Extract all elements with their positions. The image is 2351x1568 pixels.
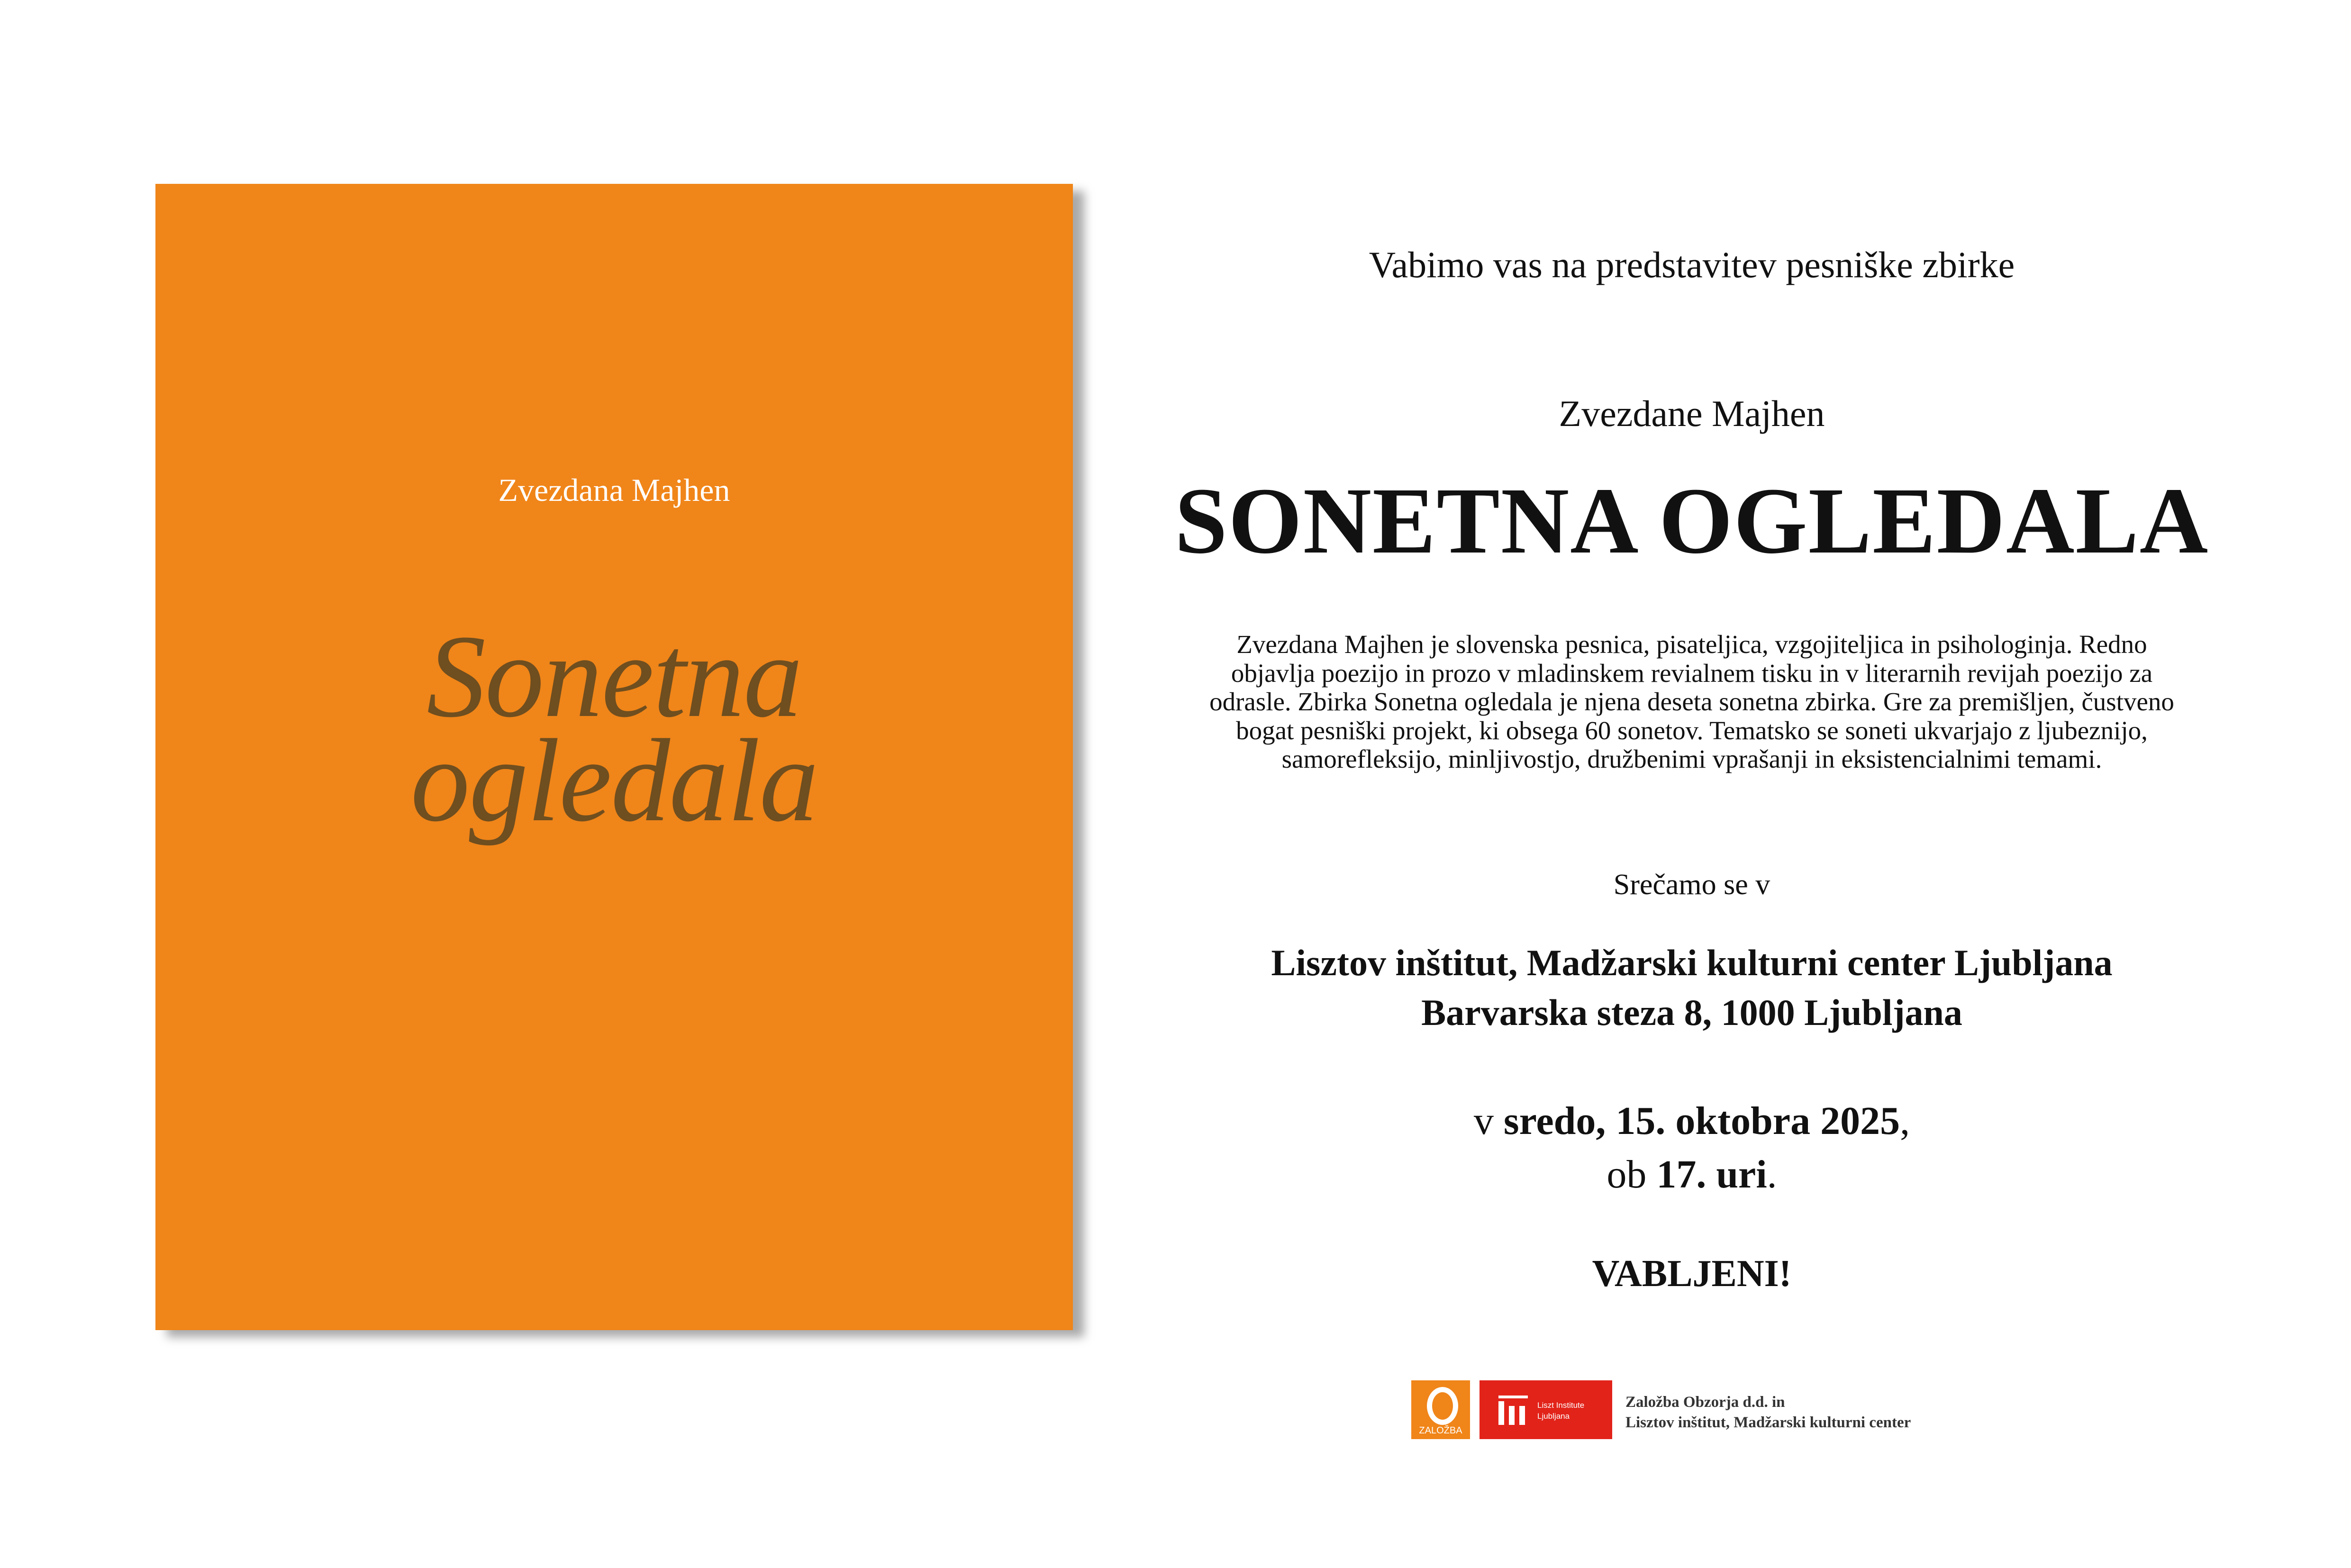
venue-name: Lisztov inštitut, Madžarski kulturni center Ljubljana (1271, 942, 2113, 983)
cover-author: Zvezdana Majhen (498, 472, 730, 508)
time-prefix: ob (1607, 1152, 1657, 1196)
venue (1147, 938, 2237, 1037)
welcome-text: VABLJENI! (1592, 1253, 1792, 1295)
publishers-line1: Založba Obzorja d.d. in (1625, 1394, 1785, 1411)
book-cover (155, 184, 1073, 1330)
event-time-line (1147, 1148, 2237, 1202)
meet-text: Srečamo se v (1613, 869, 1770, 901)
time-suffix: . (1767, 1152, 1777, 1196)
liszt-institute-logo (1480, 1380, 1612, 1439)
zalozba-ring-icon (1427, 1387, 1458, 1425)
event-datetime (1147, 1095, 2237, 1201)
date-suffix: , (1900, 1099, 1910, 1143)
date-prefix: v (1473, 1099, 1504, 1143)
liszt-logo-line2: Ljubljana (1537, 1411, 1570, 1421)
invitation-author: Zvezdane Majhen (1559, 393, 1825, 434)
invitation-intro: Vabimo vas na predstavitev pesniške zbirke (1369, 244, 2015, 285)
cover-title (155, 611, 1073, 846)
cover-title-line2: ogledala (410, 715, 818, 846)
zalozba-logo (1411, 1380, 1470, 1439)
liszt-logo-line1: Liszt Institute (1537, 1401, 1585, 1410)
event-date-line (1147, 1095, 2237, 1148)
author-bio: Zvezdana Majhen je slovenska pesnica, pisateljica, vzgojiteljica in psihologinja. Redno objavlja poezijo in prozo v mladinskem revialnem tisku in v literarnih revijah poezijo za odrasle. Zbirka Sonetna ogledala je njena deseta sonetna zbirka. Gre za premišljen, čustveno bogat pesniški projekt, ki obsega 60 sonetov. Tematsko se soneti ukvarjajo z ljubeznijo, samorefleksijo, minljivostjo, družbenimi vprašanji in eksistencialnimi temami. (1209, 630, 2174, 773)
venue-address: Barvarska steza 8, 1000 Ljubljana (1421, 991, 1962, 1033)
liszt-mark-icon (1498, 1396, 1528, 1425)
publishers-line2: Lisztov inštitut, Madžarski kulturni center (1625, 1414, 1911, 1431)
event-time: 17. uri (1656, 1152, 1767, 1196)
book-title-heading: SONETNA OGLEDALA (1174, 469, 2209, 573)
liszt-logo-label (1537, 1400, 1584, 1422)
event-date: sredo, 15. oktobra 2025 (1503, 1099, 1900, 1143)
zalozba-logo-label: ZALOŽBA (1419, 1425, 1462, 1436)
cover-title-line1: Sonetna (427, 611, 802, 742)
publishers-credit (1625, 1392, 1911, 1433)
